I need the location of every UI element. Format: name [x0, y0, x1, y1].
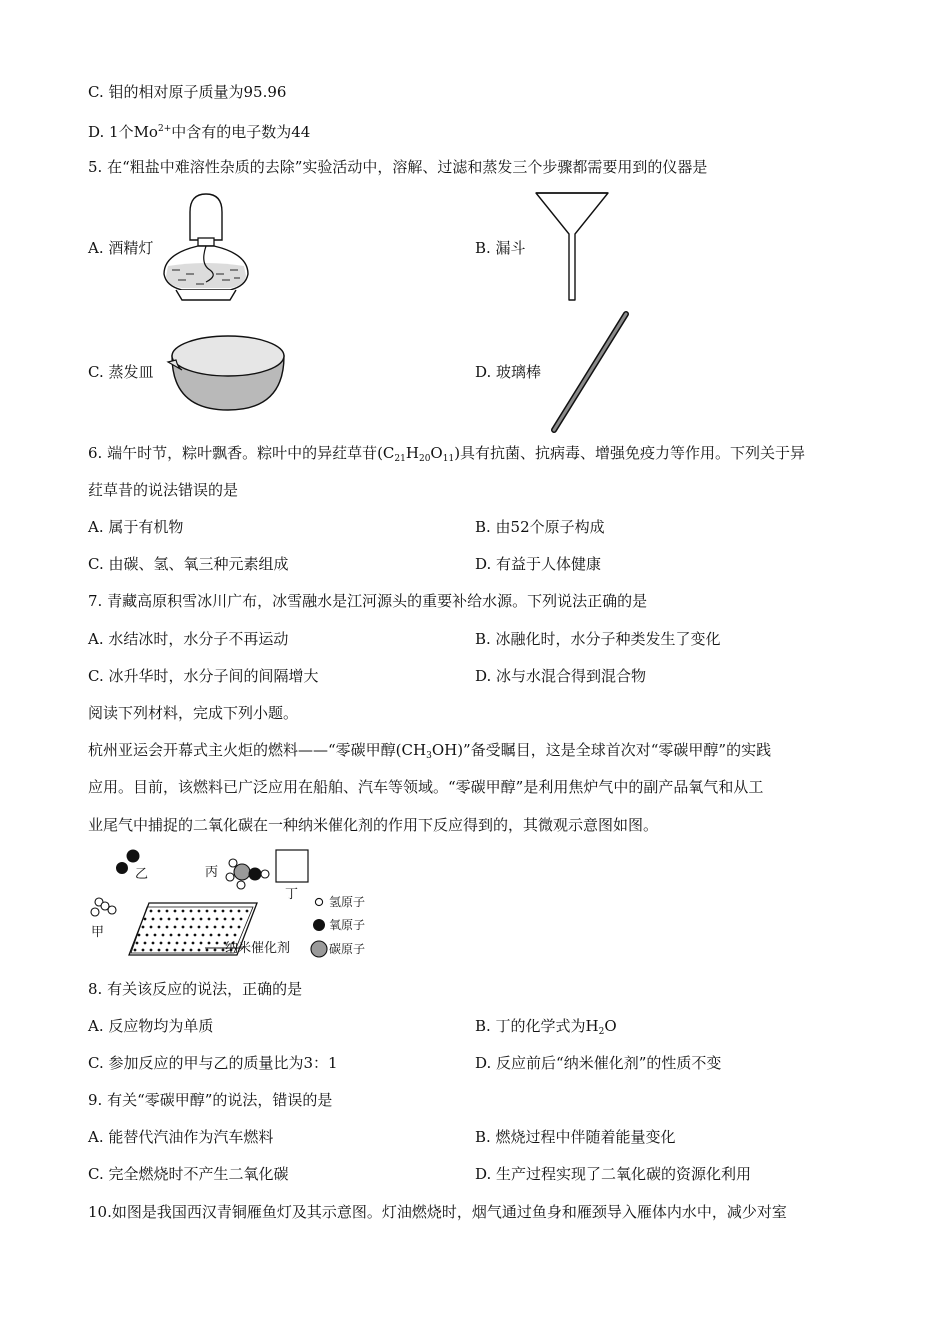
funnel-icon	[533, 190, 611, 302]
q6-option-c: C. 由碳、氢、氧三种元素组成	[88, 555, 289, 573]
label-jia: 甲	[91, 925, 105, 940]
q7-option-d: D. 冰与水混合得到混合物	[475, 667, 647, 685]
q6-stem	[88, 443, 805, 469]
q6-formula-h: H	[405, 444, 419, 462]
q7-option-b: B. 冰融化时，水分子种类发生了变化	[475, 630, 721, 648]
q5-option-d: D. 玻璃棒	[475, 363, 542, 381]
q8-option-b-sub: 2	[598, 1027, 605, 1037]
q5-option-a: A. 酒精灯	[88, 239, 154, 257]
oxygen-atom-legend-icon	[311, 917, 327, 933]
glass-rod-icon	[548, 310, 632, 434]
label-bing: 丙	[205, 865, 219, 880]
q7-stem: 7. 青藏高原积雪冰川广布，冰雪融水是江河源头的重要补给水源。下列说法正确的是	[88, 592, 648, 610]
q4-option-c: C. 钼的相对原子质量为95.96	[88, 83, 287, 101]
material-intro: 阅读下列材料，完成下列小题。	[88, 704, 299, 722]
material-paragraph-line1	[88, 740, 771, 766]
q6-formula-o-count: 11	[442, 454, 455, 464]
legend-carbon: 碳原子	[329, 942, 366, 956]
q4-option-d-post: 中含有的电子数为44	[171, 123, 311, 141]
label-yi: 乙	[135, 867, 149, 882]
q9-stem: 9. 有关“零碳甲醇”的说法，错误的是	[88, 1091, 333, 1109]
legend-hydrogen: 氢原子	[329, 895, 366, 909]
q6-stem-post: )具有抗菌、抗病毒、增强免疫力等作用。下列关于异	[454, 444, 806, 462]
q6-option-b: B. 由52个原子构成	[475, 518, 605, 536]
q6-option-a: A. 属于有机物	[88, 518, 184, 536]
q4-option-d	[88, 119, 310, 142]
q8-option-d: D. 反应前后“纳米催化剂”的性质不变	[475, 1054, 722, 1072]
q8-option-c: C. 参加反应的甲与乙的质量比为3：1	[88, 1054, 338, 1072]
q9-option-d: D. 生产过程实现了二氧化碳的资源化利用	[475, 1165, 752, 1183]
q4-option-d-ion: Mo	[133, 123, 158, 141]
evaporating-dish-icon	[166, 330, 290, 414]
alcohol-lamp-icon	[160, 190, 252, 302]
q6-stem-line2: 荭草昔的说法错误的是	[88, 481, 239, 499]
q6-formula-o: O	[430, 444, 443, 462]
q8-option-b-post: O	[604, 1017, 617, 1035]
q6-formula-h-count: 20	[418, 454, 431, 464]
material-line1-sub: 3	[426, 751, 432, 761]
q6-formula-c-count: 21	[394, 454, 406, 464]
q10-stem: 10.如图是我国西汉青铜雁鱼灯及其示意图。灯油燃烧时，烟气通过鱼身和雁颈导入雁体内水中，减少对室	[88, 1203, 787, 1221]
material-line1-post: OH)”备受瞩目，这是全球首次对“零碳甲醇”的实践	[431, 741, 772, 759]
legend-oxygen: 氧原子	[329, 918, 366, 932]
q8-stem: 8. 有关该反应的说法，正确的是	[88, 980, 303, 998]
q5-stem: 5. 在“粗盐中难溶性杂质的去除”实验活动中，溶解、过滤和蒸发三个步骤都需要用到的仪器是	[88, 158, 708, 176]
material-line1-pre: 杭州亚运会开幕式主火炬的燃料——“零碳甲醇(CH	[88, 741, 427, 759]
hydrogen-molecules-icon	[89, 897, 119, 925]
unknown-substance-box	[275, 849, 309, 883]
q6-option-d: D. 有益于人体健康	[475, 555, 602, 573]
q8-option-b	[475, 1016, 617, 1042]
reaction-diagram	[85, 845, 385, 965]
q4-option-d-charge: 2+	[157, 124, 172, 134]
label-ding: 丁	[285, 887, 299, 902]
q5-option-c: C. 蒸发皿	[88, 363, 154, 381]
q7-option-a: A. 水结冰时，水分子不再运动	[88, 630, 289, 648]
q8-option-a: A. 反应物均为单质	[88, 1017, 214, 1035]
catalyst-label: 纳米催化剂	[225, 941, 291, 956]
methanol-molecule-icon	[225, 855, 271, 891]
q5-option-b: B. 漏斗	[475, 239, 526, 257]
q9-option-b: B. 燃烧过程中伴随着能量变化	[475, 1128, 676, 1146]
q4-option-d-pre: D. 1个	[88, 123, 134, 141]
material-paragraph-line3: 业尾气中捕捉的二氧化碳在一种纳米催化剂的作用下反应得到的，其微观示意图如图。	[88, 816, 659, 834]
q6-stem-pre: 6. 端午时节，粽叶飘香。粽叶中的异荭草苷(C	[88, 444, 395, 462]
carbon-atom-legend-icon	[309, 939, 329, 959]
hydrogen-atom-legend-icon	[313, 896, 325, 908]
q9-option-c: C. 完全燃烧时不产生二氧化碳	[88, 1165, 289, 1183]
q8-option-b-pre: B. 丁的化学式为H	[475, 1017, 599, 1035]
q7-option-c: C. 冰升华时，水分子间的间隔增大	[88, 667, 319, 685]
material-paragraph-line2: 应用。目前，该燃料已广泛应用在船舶、汽车等领域。“零碳甲醇”是利用焦炉气中的副产品氧气和从工	[88, 778, 764, 796]
q9-option-a: A. 能替代汽油作为汽车燃料	[88, 1128, 274, 1146]
